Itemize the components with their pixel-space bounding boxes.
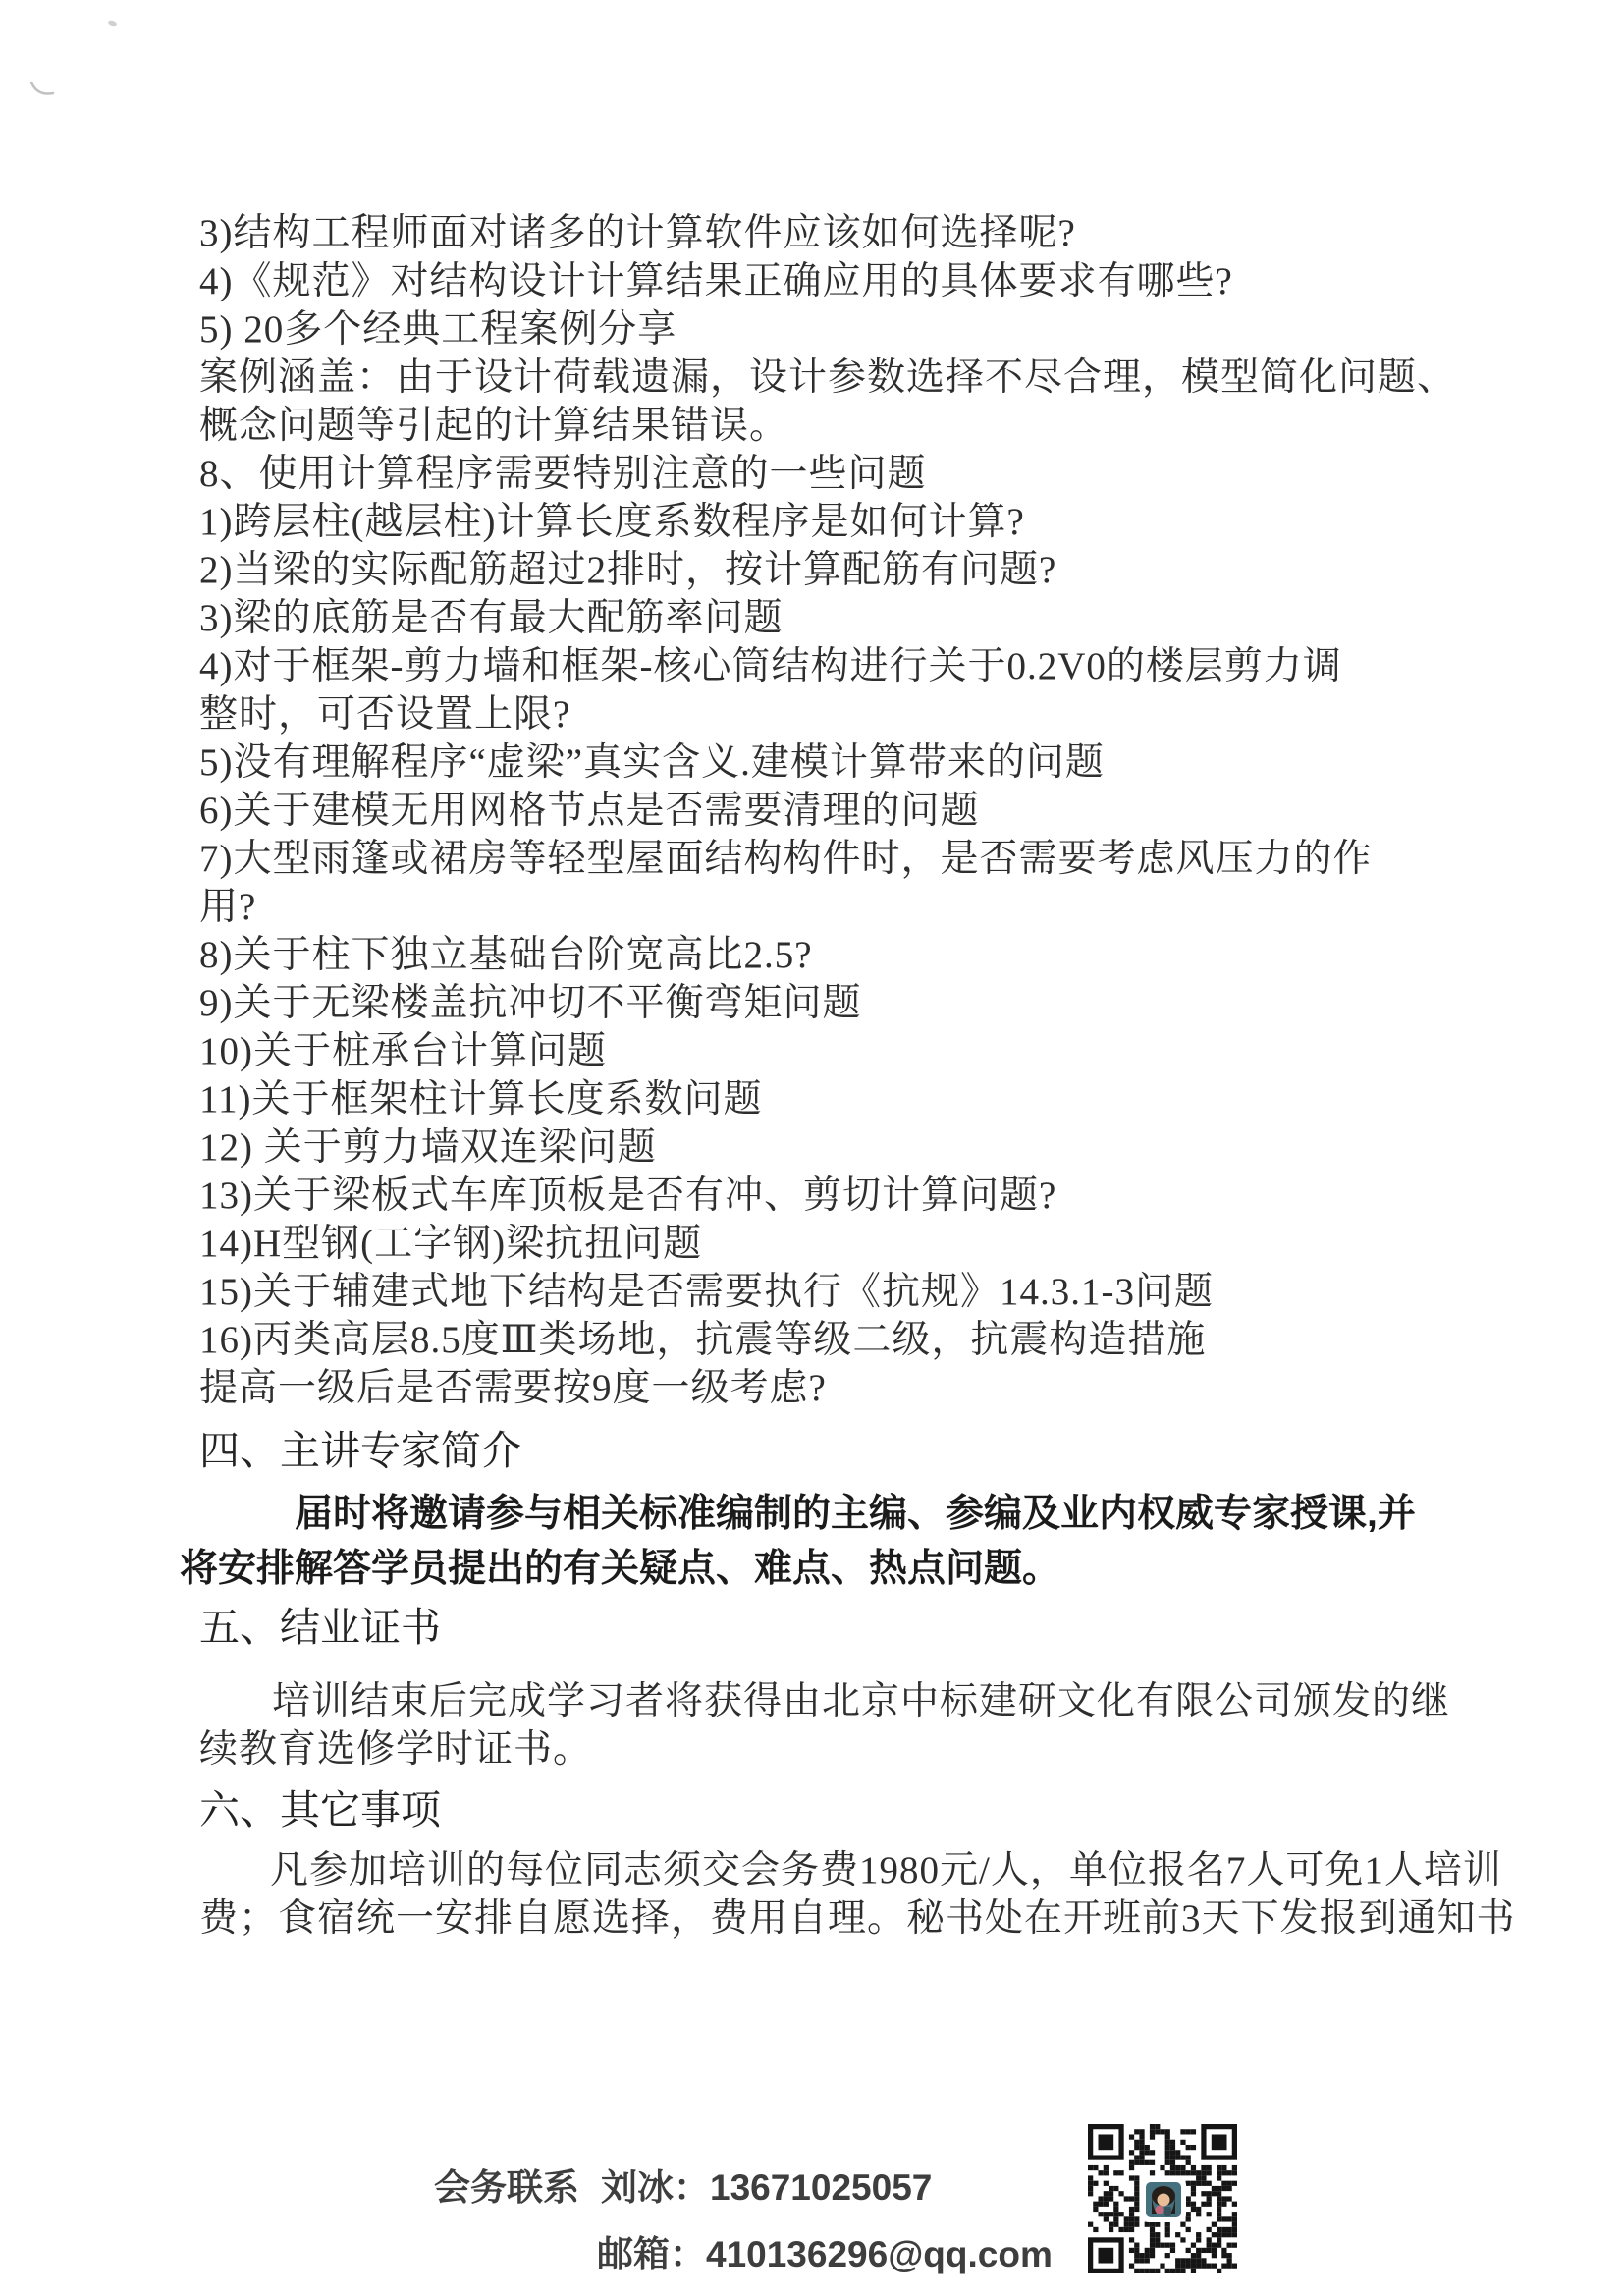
- document-text: [180, 209, 1516, 1942]
- contact-phone: 刘冰：13671025057: [601, 2167, 933, 2208]
- wechat-qr-code: [1088, 2124, 1237, 2273]
- text-line: 用?: [199, 886, 257, 928]
- text-line: 续教育选修学时证书。: [199, 1728, 593, 1771]
- text-line: 10)关于桩承台计算问题: [199, 1030, 607, 1072]
- section-heading-other-matters: 六、其它事项: [199, 1787, 441, 1832]
- text-line: 4)《规范》对结构设计计算结果正确应用的具体要求有哪些?: [199, 260, 1233, 302]
- scan-artifact-curve: [29, 77, 59, 102]
- email-address: 410136296@qq.com: [706, 2234, 1053, 2274]
- text-line: 8)关于柱下独立基础台阶宽高比2.5?: [199, 934, 813, 976]
- text-line: 16)丙类高层8.5度Ⅲ类场地，抗震等级二级，抗震构造措施: [199, 1319, 1207, 1361]
- text-line: 将安排解答学员提出的有关疑点、难点、热点问题。: [180, 1548, 1061, 1590]
- text-line: 11)关于框架柱计算长度系数问题: [199, 1078, 763, 1121]
- text-line: 2)当梁的实际配筋超过2排时，按计算配筋有问题?: [199, 549, 1057, 591]
- text-line: 整时，可否设置上限?: [199, 693, 571, 736]
- text-line: 届时将邀请参与相关标准编制的主编、参编及业内权威专家授课,并: [295, 1493, 1416, 1535]
- text-line: 案例涵盖：由于设计荷载遗漏，设计参数选择不尽合理，模型简化问题、: [199, 356, 1457, 399]
- text-line: 1)跨层柱(越层柱)计算长度系数程序是如何计算?: [199, 501, 1025, 543]
- text-line: 7)大型雨篷或裙房等轻型屋面结构构件时，是否需要考虑风压力的作: [199, 838, 1373, 880]
- text-line: 4)对于框架-剪力墙和框架-核心筒结构进行关于0.2V0的楼层剪力调: [199, 645, 1342, 687]
- text-line: 15)关于辅建式地下结构是否需要执行《抗规》14.3.1-3问题: [199, 1271, 1214, 1313]
- text-line: 9)关于无梁楼盖抗冲切不平衡弯矩问题: [199, 982, 862, 1024]
- text-line: 6)关于建模无用网格节点是否需要清理的问题: [199, 790, 980, 832]
- email-label: 邮箱：: [597, 2234, 706, 2274]
- text-line: 提高一级后是否需要按9度一级考虑?: [199, 1367, 827, 1409]
- text-line: 12) 关于剪力墙双连梁问题: [199, 1126, 657, 1169]
- qr-code-image: [1088, 2124, 1237, 2273]
- text-line: 凡参加培训的每位同志须交会务费1980元/人，单位报名7人可免1人培训: [270, 1849, 1502, 1891]
- section-heading-speakers: 四、主讲专家简介: [199, 1428, 521, 1473]
- scan-artifact-dot: [107, 20, 117, 27]
- text-line: 3)结构工程师面对诸多的计算软件应该如何选择呢?: [199, 212, 1076, 254]
- text-line: 费；食宿统一安排自愿选择，费用自理。秘书处在开班前3天下发报到通知书: [199, 1897, 1516, 1940]
- text-line: 14)H型钢(工字钢)梁抗扭问题: [199, 1223, 703, 1265]
- footer-email-line: [597, 2233, 1053, 2276]
- section-heading-certificate: 五、结业证书: [199, 1605, 441, 1650]
- contact-label: 会务联系: [434, 2167, 579, 2208]
- text-line: 3)梁的底筋是否有最大配筋率问题: [199, 597, 784, 639]
- text-line: 8、使用计算程序需要特别注意的一些问题: [199, 453, 927, 495]
- text-line: 5)没有理解程序“虚梁”真实含义.建模计算带来的问题: [199, 741, 1105, 784]
- footer-contact-line: [434, 2166, 932, 2210]
- text-line: 培训结束后完成学习者将获得由北京中标建研文化有限公司颁发的继: [272, 1680, 1451, 1722]
- text-line: 5) 20多个经典工程案例分享: [199, 308, 677, 351]
- text-line: 13)关于梁板式车库顶板是否有冲、剪切计算问题?: [199, 1175, 1057, 1217]
- text-line: 概念问题等引起的计算结果错误。: [199, 405, 789, 447]
